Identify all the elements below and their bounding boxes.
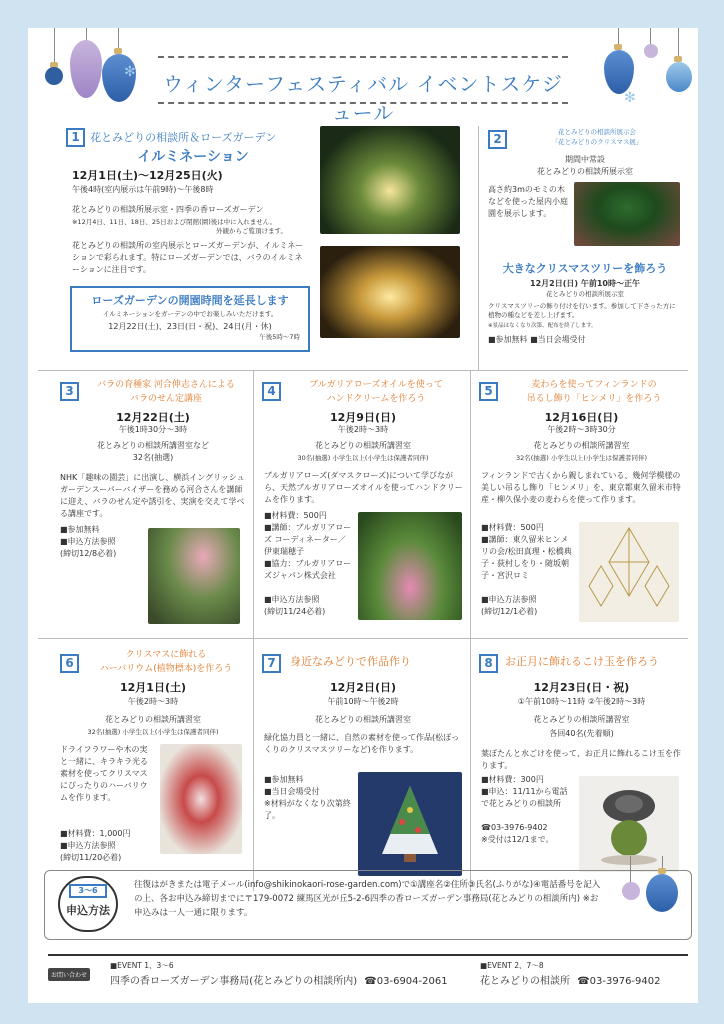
event-fee: ■材料費：300円 bbox=[481, 775, 544, 784]
event-description: 高さ約3mのモミの木などを使った屋内小庭園を展示します。 bbox=[488, 185, 568, 218]
event-apply: ■申込方法参照 bbox=[60, 841, 116, 850]
event-place: 花とみどりの相談所講習室など bbox=[97, 441, 209, 450]
application-badge bbox=[58, 876, 118, 932]
event-capacity: 32名(抽選) 小学生以上(小学生は保護者同伴) bbox=[87, 728, 219, 736]
event-1 bbox=[38, 126, 474, 370]
contact-left-tel[interactable]: ☎03-6904-2061 bbox=[364, 976, 448, 987]
contact-left-org: 四季の香ローズガーデン事務局(花とみどりの相談所内) bbox=[110, 976, 358, 987]
event-6 bbox=[38, 644, 250, 891]
event-place: 花とみどりの相談所講習室 bbox=[533, 441, 630, 450]
event-date: 12月22日(土) bbox=[116, 411, 190, 424]
ornament-bottom-icon bbox=[612, 856, 692, 936]
event-8 bbox=[475, 644, 688, 891]
event-capacity: 各回40名(先着順) bbox=[549, 729, 614, 738]
event-time: 午後2時～3時 bbox=[127, 697, 179, 706]
event-fee: ■参加無料 bbox=[60, 525, 100, 534]
event-apply: ■申込：11/11から電話で花とみどりの相談所 bbox=[481, 787, 568, 808]
event-note: ※12月4日、11日、18日、25日および閉館(園)後は中に入れません。 bbox=[72, 218, 277, 226]
application-text: 往復はがきまたは電子メール(info@shikinokaori-rose-garden.com)で①講座名②住所③氏名(ふりがな)④電話番号を記入の上、各お申込み締切までに〒179-0072 練馬区光が丘5-2-6四季の香ローズガーデン事務局(花とみどりの相談所内) ※お申込みは一人一通に限ります。 bbox=[134, 880, 601, 918]
event-title-line1: バラの育種家 河合伸志さんによる bbox=[97, 380, 235, 390]
event-place: 花とみどりの相談所講習室 bbox=[315, 715, 411, 724]
events-grid bbox=[38, 126, 688, 891]
event-time: 午後4時(室内展示は午前9時)～午後8時 bbox=[72, 185, 214, 194]
event-title-line1: 麦わらを使ってフィンランドの bbox=[531, 380, 657, 390]
contact-left-event: ■EVENT 1、3～6 bbox=[110, 961, 174, 970]
illumination-photo bbox=[320, 126, 460, 234]
event-number: 7 bbox=[262, 654, 281, 673]
event-note: ※材料がなくなり次第終了。 bbox=[264, 799, 351, 820]
event-place: 花とみどりの相談所講習室 bbox=[105, 715, 201, 724]
event-number: 8 bbox=[479, 654, 498, 673]
extension-subtitle: イルミネーションをガーデンの中でお楽しみいただけます。 bbox=[102, 310, 278, 318]
column-divider bbox=[253, 370, 254, 891]
event-note: ※受付は12/1まで。 bbox=[481, 835, 554, 844]
event-apply: ■当日会場受付 bbox=[264, 787, 320, 796]
event-apply: ■申込方法参照 bbox=[481, 595, 537, 604]
christmas-tree-icon bbox=[358, 772, 462, 876]
event-place: 花とみどりの相談所講習室 bbox=[315, 441, 411, 450]
event-place: 花とみどりの相談所展示室 bbox=[537, 167, 633, 176]
event-2 bbox=[482, 126, 688, 370]
contact-right-event: ■EVENT 2、7～8 bbox=[480, 961, 544, 970]
event-number: 1 bbox=[66, 128, 85, 147]
event-note: 外観からご覧頂けます。 bbox=[216, 227, 287, 235]
event-title-line2: 吊るし飾り「ヒンメリ」を作ろう bbox=[526, 394, 662, 404]
extension-title: ローズガーデンの開園時間を延長します bbox=[91, 294, 289, 307]
event-number: 2 bbox=[488, 130, 507, 149]
himmeli-photo bbox=[579, 522, 679, 622]
flyer-sheet bbox=[28, 28, 698, 1003]
row-divider bbox=[38, 638, 688, 639]
event-number: 6 bbox=[60, 654, 79, 673]
event-date: 12月23日(日・祝) bbox=[533, 681, 630, 694]
event-time: ①午前10時～11時 ②午後2時～3時 bbox=[517, 697, 646, 706]
snowflake-icon: ✻ bbox=[124, 64, 136, 80]
event-deadline: (締切11/24必着) bbox=[264, 607, 326, 616]
event-title-line1: クリスマスに飾れる bbox=[125, 650, 207, 660]
event-description: NHK「趣味の園芸」に出演し、横浜イングリッシュガーデンスーパーバイザーを務める河合さんを講師に迎え、バラのせん定や誘引を、実演を交えて学べる講座です。 bbox=[60, 473, 245, 518]
tree-event-note: ※景品はなくなり次第、配布を終了します。 bbox=[488, 323, 597, 329]
event-subtitle: 花とみどりの相談所＆ローズガーデン bbox=[90, 131, 277, 144]
column-divider bbox=[478, 126, 479, 370]
rose-oil-photo bbox=[358, 512, 462, 620]
header-top-rule bbox=[158, 56, 568, 58]
event-time: 午後2時～3時30分 bbox=[547, 425, 616, 434]
event-description: ブルガリアローズ(ダマスクローズ)について学びながら、天然ブルガリアローズオイルを使ってハンドクリームを作ります。 bbox=[264, 471, 463, 504]
event-place: 花とみどりの相談所講習室 bbox=[533, 715, 630, 724]
event-title: お正月に飾れるこけ玉を作ろう bbox=[505, 655, 659, 668]
event-lecturer: ■講師：ブルガリアローズ コーディネーター／伊東瑞穂子 bbox=[264, 523, 352, 556]
event-date: 12月9日(日) bbox=[329, 411, 397, 424]
event-capacity: 32名(抽選) bbox=[132, 453, 174, 462]
event-apply: ■申込方法参照 bbox=[264, 595, 320, 604]
extension-time: 午後5時～7時 bbox=[259, 333, 300, 341]
tree-event-title: 大きなクリスマスツリーを飾ろう bbox=[502, 262, 668, 275]
event-place: 花とみどりの相談所展示室・四季の香ローズガーデン bbox=[72, 205, 264, 214]
extension-dates: 12月22日(土)、23日(日・祝)、24日(月・休) bbox=[108, 322, 272, 331]
snowflake-icon: ✻ bbox=[624, 90, 636, 106]
event-title: 身近なみどりで作品作り bbox=[290, 655, 411, 668]
application-range: 3～6 bbox=[69, 884, 107, 898]
header bbox=[28, 28, 698, 125]
event-title: イルミネーション bbox=[137, 149, 249, 165]
tree-event-place: 花とみどりの相談所展示室 bbox=[546, 290, 624, 298]
event-phone: ☎03-3976-9402 bbox=[481, 823, 548, 832]
column-divider bbox=[470, 370, 471, 891]
event-fee: ■材料費：500円 bbox=[481, 523, 544, 532]
page-title: ウィンターフェスティバル イベントスケジュール bbox=[163, 72, 563, 125]
event-capacity: 30名(抽選) 小学生以上(小学生は保護者同伴) bbox=[297, 454, 429, 462]
event-number: 3 bbox=[60, 382, 79, 401]
event-3 bbox=[38, 376, 250, 636]
event-cooperation: ■協力：ブルガリアローズジャパン株式会社 bbox=[264, 559, 352, 580]
rose-garden-photo bbox=[320, 246, 460, 338]
event-number: 5 bbox=[479, 382, 498, 401]
application-section bbox=[44, 870, 694, 942]
event-title-line2: バラのせん定講座 bbox=[129, 394, 202, 404]
event-lecturer: ■講師：東久留米ヒンメリの会/松田真理・松橋典子・荻村しをり・随坂朝子・宮沢ロミ bbox=[481, 535, 572, 580]
event-fee: ■材料費：1,000円 bbox=[60, 829, 131, 838]
header-bottom-rule bbox=[158, 102, 568, 104]
event-date: 12月1日(土)～12月25日(火) bbox=[72, 169, 223, 182]
himmeli-icon bbox=[579, 522, 679, 622]
event-5 bbox=[475, 376, 688, 636]
event-capacity: 32名(抽選) 小学生以上(小学生は保護者同伴) bbox=[516, 454, 647, 462]
event-time: 午後2時～3時 bbox=[337, 425, 389, 434]
contact-tag: お問い合わせ bbox=[48, 968, 90, 981]
event-period: 期間中常設 bbox=[565, 155, 605, 164]
event-date: 12月1日(土) bbox=[119, 681, 187, 694]
event-description: 緑化協力員と一緒に、自然の素材を使って作品(松ぼっくりのクリスマスツリーなど)を作ります。 bbox=[264, 733, 460, 754]
tree-event-flags: ■参加無料 ■当日会場受付 bbox=[488, 335, 586, 344]
event-date: 12月2日(日) bbox=[329, 681, 397, 694]
event-title-line1: ブルガリアローズオイルを使って bbox=[309, 380, 443, 390]
event-time: 午後1時30分～3時 bbox=[118, 425, 188, 434]
tree-event-date: 12月2日(日) 午前10時～正午 bbox=[530, 279, 640, 288]
event-description: ドライフラワーや木の実と一緒に、キラキラ光る素材を使ってクリスマスにぴったりのハーバリウムを作ります。 bbox=[60, 745, 148, 802]
event-4 bbox=[258, 376, 468, 636]
application-label: 申込方法 bbox=[66, 904, 110, 917]
event-subtitle: 花とみどりの相談所展示会 bbox=[558, 128, 636, 136]
event-title: 「花とみどりのクリスマス展」 bbox=[551, 138, 643, 146]
contact-footer bbox=[48, 954, 688, 988]
christmas-exhibit-photo bbox=[574, 182, 680, 246]
rose-pruning-photo bbox=[148, 528, 240, 624]
event-fee: ■参加無料 bbox=[264, 775, 304, 784]
event-title-line2: ハーバリウム(植物標本)を作ろう bbox=[99, 664, 233, 674]
ornament-right-icon bbox=[598, 28, 698, 118]
event-fee: ■材料費：500円 bbox=[264, 511, 327, 520]
event-description: フィンランドで古くから親しまれている、幾何学模様の美しい吊るし飾り「ヒンメリ」を、東京都東久留米市特産・柳久保小麦の麦わらを使って作ります。 bbox=[481, 471, 681, 504]
contact-right-org: 花とみどりの相談所 bbox=[480, 976, 570, 987]
row-divider bbox=[38, 370, 688, 371]
event-title-line2: ハンドクリームを作ろう bbox=[326, 394, 426, 404]
contact-right-tel[interactable]: ☎03-3976-9402 bbox=[577, 976, 661, 987]
event-date: 12月16日(日) bbox=[544, 411, 619, 424]
event-7 bbox=[258, 644, 468, 891]
herbarium-photo bbox=[160, 744, 242, 854]
event-deadline: (締切11/20必着) bbox=[60, 853, 122, 862]
event-description: 花とみどりの相談所の室内展示とローズガーデンが、イルミネーションで彩られます。特にローズガーデンでは、バラのイルミネーションに注目です。 bbox=[72, 241, 304, 274]
pinecone-tree-photo bbox=[358, 772, 462, 876]
event-number: 4 bbox=[262, 382, 281, 401]
event-time: 午前10時～午後2時 bbox=[327, 697, 399, 706]
event-deadline: (締切12/8必着) bbox=[60, 549, 117, 558]
event-deadline: (締切12/1必着) bbox=[481, 607, 538, 616]
event-description: 葉ぼたんと水ごけを使って、お正月に飾れるこけ玉を作ります。 bbox=[481, 749, 681, 770]
tree-event-description: クリスマスツリーの飾り付けを行います。参加して下さった方に植物の種などを差し上げます。 bbox=[488, 302, 676, 319]
extension-box bbox=[70, 286, 310, 352]
event-apply: ■申込方法参照 bbox=[60, 537, 116, 546]
